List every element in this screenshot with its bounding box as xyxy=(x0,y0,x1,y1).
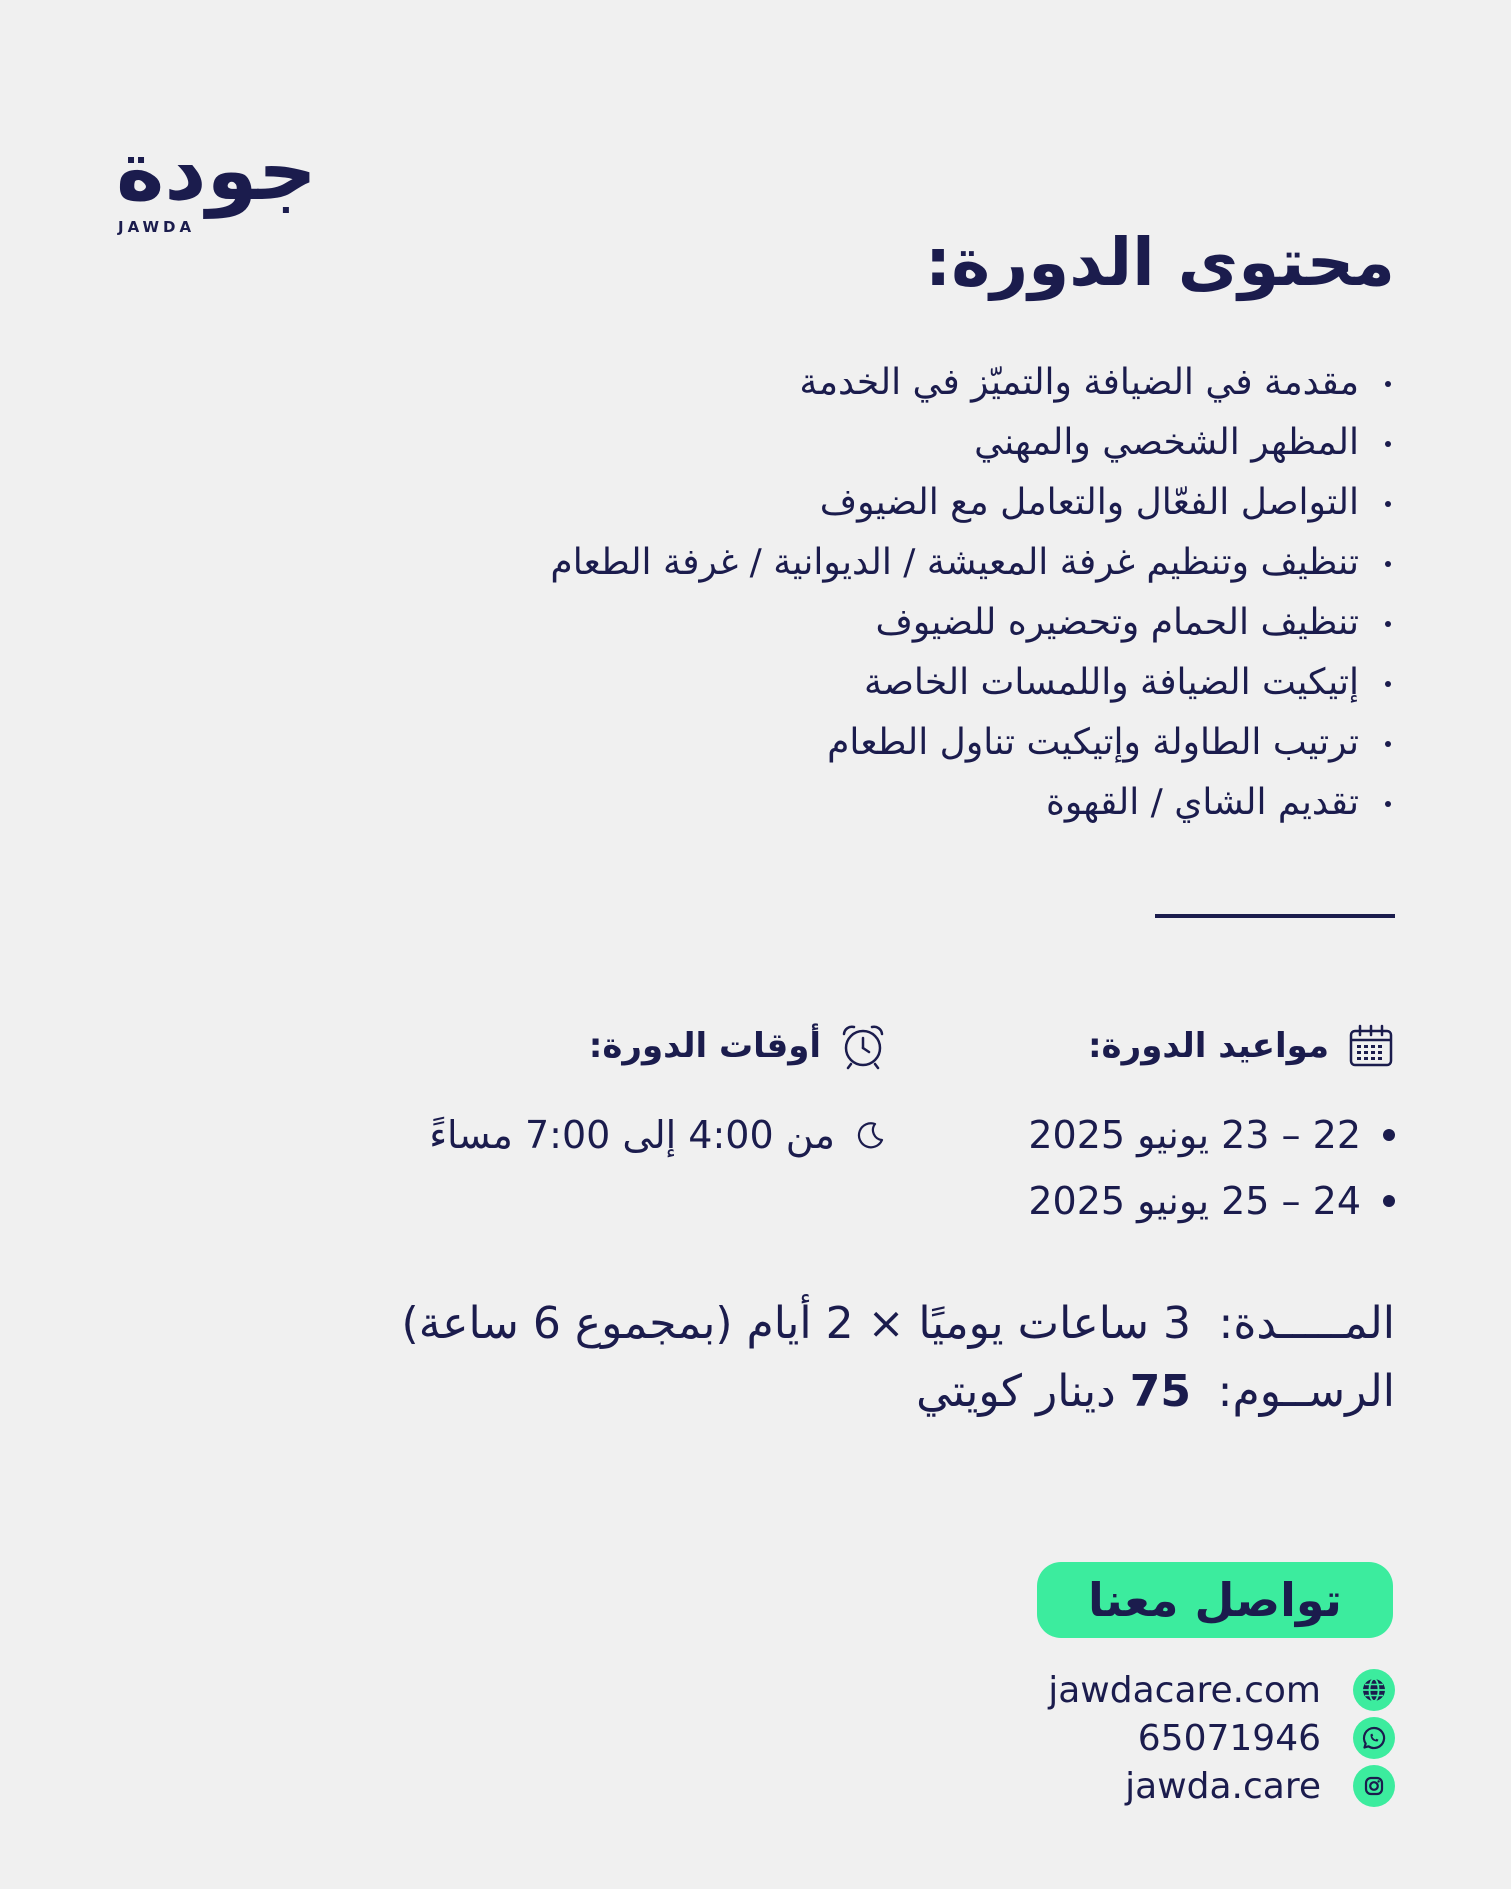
instagram-icon xyxy=(1353,1765,1395,1807)
course-times-section xyxy=(387,1016,887,1168)
page-title: محتوى الدورة: xyxy=(924,224,1395,301)
date-text: 22 – 23 يونيو 2025 xyxy=(1028,1113,1361,1157)
course-topics-list xyxy=(550,353,1395,833)
date-item xyxy=(1028,1102,1395,1168)
section-divider xyxy=(1155,914,1395,918)
fee-label: الرســوم: xyxy=(1217,1366,1395,1417)
topic-item: تقديم الشاي / القهوة xyxy=(550,773,1395,833)
bullet-dot xyxy=(1383,1129,1395,1141)
topic-item: مقدمة في الضيافة والتميّز في الخدمة xyxy=(550,353,1395,413)
bullet-dot xyxy=(1383,1195,1395,1207)
fee-currency: دينار كويتي xyxy=(916,1366,1116,1417)
whatsapp-number[interactable]: 65071946 xyxy=(1137,1717,1321,1759)
date-text: 24 – 25 يونيو 2025 xyxy=(1028,1179,1361,1223)
whatsapp-icon xyxy=(1353,1717,1395,1759)
course-details xyxy=(402,1290,1395,1426)
calendar-icon xyxy=(1347,1022,1395,1070)
fee-row xyxy=(402,1358,1395,1426)
topic-item: المظهر الشخصي والمهني xyxy=(550,413,1395,473)
course-dates-section xyxy=(1028,1016,1395,1234)
whatsapp-row[interactable] xyxy=(935,1714,1395,1762)
time-slot-row xyxy=(387,1102,887,1168)
course-dates-label: مواعيد الدورة: xyxy=(1087,1026,1329,1066)
globe-icon xyxy=(1353,1669,1395,1711)
jawda-logo xyxy=(116,124,317,238)
time-slot-text: من 4:00 إلى 7:00 مساءً xyxy=(429,1113,835,1157)
instagram-handle[interactable]: jawda.care xyxy=(1125,1765,1321,1807)
duration-label: المـــــدة: xyxy=(1218,1298,1395,1349)
logo-latin-wordmark: JAWDA xyxy=(118,218,196,236)
fee-amount: 75 xyxy=(1129,1366,1191,1417)
topic-item: تنظيف الحمام وتحضيره للضيوف xyxy=(550,593,1395,653)
topic-item: ترتيب الطاولة وإتيكيت تناول الطعام xyxy=(550,713,1395,773)
topic-item: تنظيف وتنظيم غرفة المعيشة / الديوانية / غرفة الطعام xyxy=(550,533,1395,593)
topic-item: إتيكيت الضيافة واللمسات الخاصة xyxy=(550,653,1395,713)
course-dates-list xyxy=(1028,1102,1395,1234)
website-row[interactable] xyxy=(935,1666,1395,1714)
contact-links xyxy=(935,1666,1395,1810)
website-link[interactable]: jawdacare.com xyxy=(1048,1669,1321,1711)
instagram-row[interactable] xyxy=(935,1762,1395,1810)
course-dates-heading xyxy=(1035,1016,1395,1076)
course-times-heading xyxy=(387,1016,887,1076)
topic-item: التواصل الفعّال والتعامل مع الضيوف xyxy=(550,473,1395,533)
course-times-label: أوقات الدورة: xyxy=(588,1026,821,1066)
moon-icon xyxy=(853,1118,887,1152)
alarm-clock-icon xyxy=(839,1022,887,1070)
duration-value: 3 ساعات يوميًا × 2 أيام (بمجموع 6 ساعة) xyxy=(401,1298,1191,1349)
duration-row xyxy=(402,1290,1395,1358)
date-item xyxy=(1028,1168,1395,1234)
logo-arabic-wordmark: جودة xyxy=(116,124,317,219)
contact-us-button[interactable]: تواصل معنا xyxy=(1037,1562,1393,1638)
